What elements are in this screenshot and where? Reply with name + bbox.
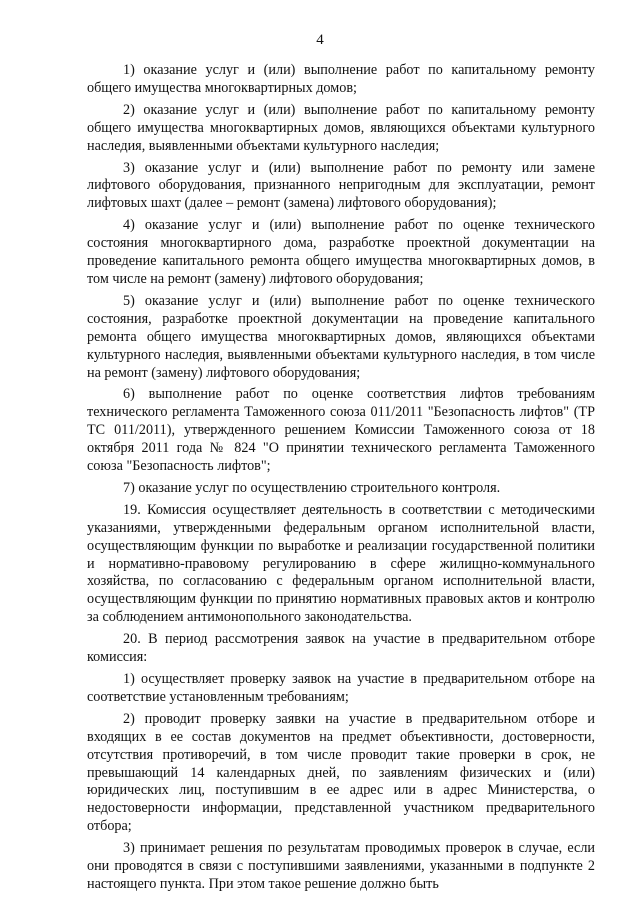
paragraph-item-5: 5) оказание услуг и (или) выполнение работ по оценке технического состояния, разработке проектной документации на проведение капитального ремонта общего имущества многоквартирных домов, являющихся объектами культурного наследия, выявленными объектами культурного наследия, в том числе на ремонт (замену) лифтового оборудования; (87, 292, 595, 381)
paragraph-item-6: 6) выполнение работ по оценке соответствия лифтов требованиям технического регламента Таможенного союза 011/2011 "Безопасность лифтов" (ТР ТС 011/2011), утвержденного решением Комиссии Таможенного союза от 18 октября 2011 года № 824 "О принятии технического регламента Таможенного союза "Безопасность лифтов"; (87, 386, 595, 475)
paragraph-item-3: 3) оказание услуг и (или) выполнение работ по ремонту или замене лифтового оборудования, признанного непригодным для эксплуатации, ремонт лифтовых шахт (далее – ремонт (замена) лифтового оборудования); (87, 159, 595, 212)
paragraph-item-7: 7) оказание услуг по осуществлению строительного контроля. (123, 479, 501, 496)
paragraph-clause-19: 19. Комиссия осуществляет деятельность в соответствии с методическими указаниями, утвержденными федеральным органом исполнительной власти, осуществляющим функции по выработке и реализации государственной политики и нормативно-правовому регулированию в сфере жилищно-коммунального хозяйства, по согласованию с федеральным органом исполнительной власти, осуществляющим функции по принятию нормативных правовых актов и контролю за соблюдением антимонопольного законодательства. (87, 501, 595, 626)
paragraph-clause-20: 20. В период рассмотрения заявок на участие в предварительном отборе комиссия: (87, 631, 595, 666)
paragraph-item-1: 1) оказание услуг и (или) выполнение работ по капитальному ремонту общего имущества многоквартирных домов; (87, 62, 595, 96)
paragraph-item-2: 2) оказание услуг и (или) выполнение работ по капитальному ремонту общего имущества многоквартирных домов, являющихся объектами культурного наследия, выявленными объектами культурного наследия; (87, 101, 595, 154)
paragraph-item-4: 4) оказание услуг и (или) выполнение работ по оценке технического состояния многоквартирного дома, разработке проектной документации на проведение капитального ремонта общего имущества многоквартирных домов, в том числе на ремонт (замену) лифтового оборудования; (87, 217, 595, 287)
document-body (87, 62, 595, 894)
paragraph-clause-20-item-2: 2) проводит проверку заявки на участие в предварительном отборе и входящих в ее состав документов на предмет объективности, достоверности, отсутствия противоречий, в том числе проводит такие проверки в срок, не превышающий 14 календарных дней, по заявлениям физических и (или) юридических лиц, поступившим в ее адрес или в адрес Министерства, о недостоверности информации, представленной участником предварительного отбора; (87, 710, 595, 835)
paragraph-clause-20-item-1: 1) осуществляет проверку заявок на участие в предварительном отборе на соответствие установленным требованиям; (87, 671, 595, 705)
paragraph-clause-20-item-3: 3) принимает решения по результатам проводимых проверок в случае, если они проводятся в связи с поступившими заявлениями, указанными в подпункте 2 настоящего пункта. При этом такое решение должно быть (87, 840, 595, 892)
page-number: 4 (316, 32, 324, 48)
